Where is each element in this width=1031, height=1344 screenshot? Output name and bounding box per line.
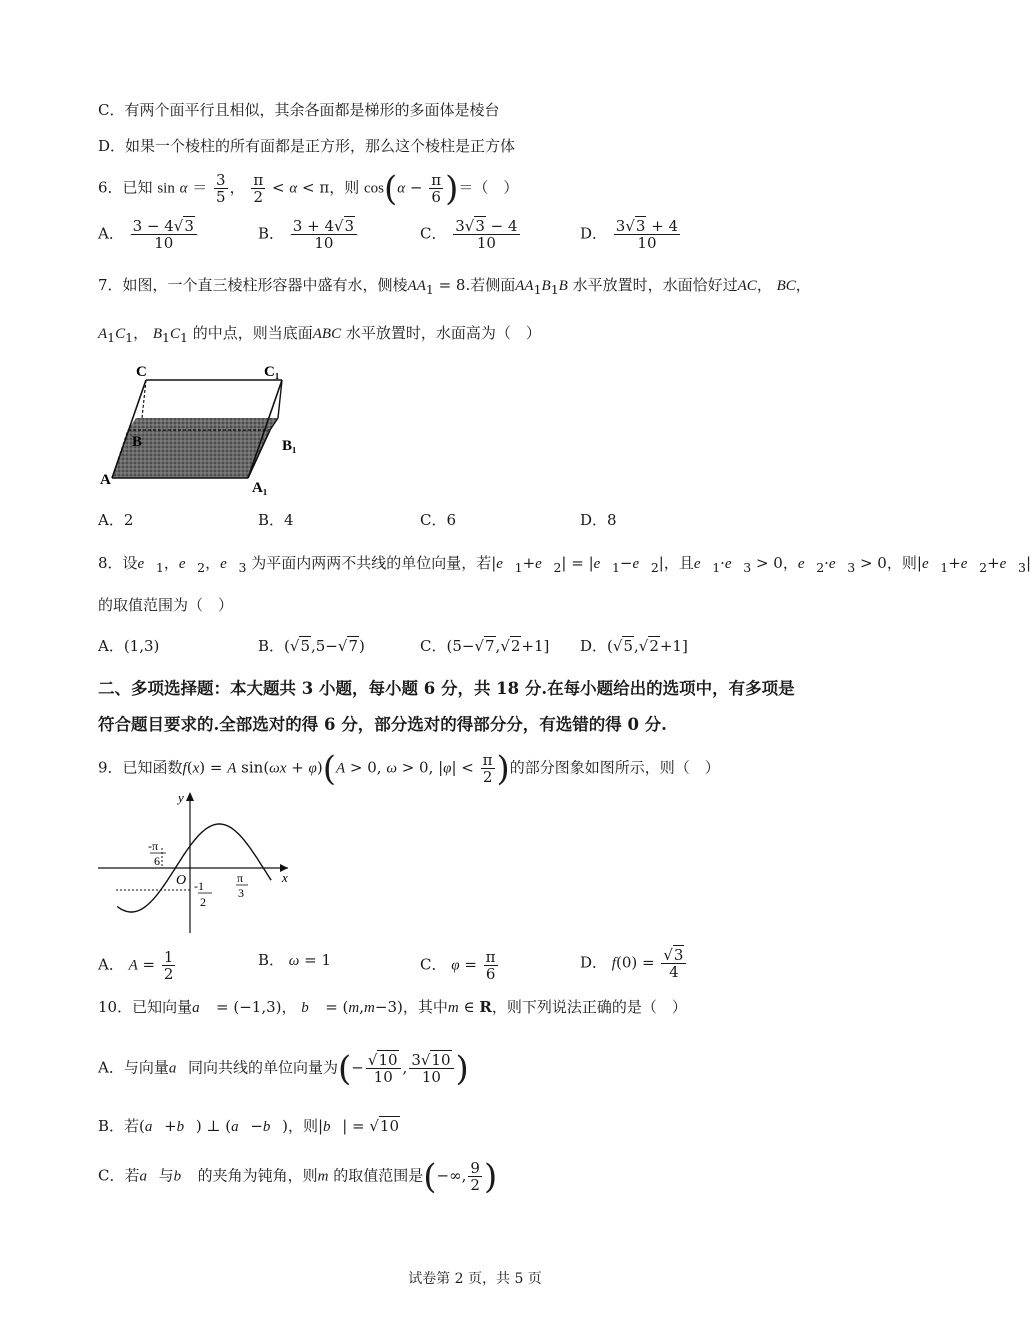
q9-option-a: A． A = $\frac{1}{2}$ [98,948,174,983]
q6-option-c: C． $\frac{3√3 - 4}{10}$ [420,217,518,252]
y-axis-label: y [178,790,184,805]
label-b1: B₁ [282,438,297,454]
q10-option-c: C．若a⃗与b⃗ 的夹角为钝角，则m 的取值范围是(−∞, $\frac{9}{2}$ ) [98,1156,498,1197]
q8-option-a: A．(1,3) [98,637,160,655]
q9-option-c: C． φ = $\frac{\pi}{6}$ [420,948,496,983]
q10-option-a: A．与向量a⃗同向共线的单位向量为(− $\frac{√10}{10}$ , $\frac{3√10}{10}$ ) [98,1048,469,1089]
section-2-heading-line2: 符合题目要求的.全部选对的得 6 分，部分选对的得部分分，有选错的得 0 分. [98,715,667,734]
question-9: 9．已知函数f(x) = A sin(ωx + φ)(A > 0, ω > 0, |φ| < $\frac{\pi}{2}$ )的部分图象如图所示，则（ ） [98,748,720,789]
q8-option-c: C．(5−√7,√2+1] [420,637,550,655]
q8-option-b: B．(√5,5−√7) [258,637,365,655]
label-a: A [100,472,111,488]
question-8-line1: 8．设$e⃗_1$，$e⃗_2$，$e⃗_3$ 为平面内两两不共线的单位向量，若$|e⃗_1+e⃗_2|$ = $|e⃗_1-e⃗_2|$，且$e⃗_1\cdot e⃗_3 > 0$，$e⃗_2\cdot e⃗_3 > 0$，则$|e⃗_1+e⃗_2+e⃗_3|$ [98,554,1031,575]
q9-option-b: B． ω = 1 [258,951,332,969]
label-c: C [136,364,147,380]
label-c1: C₁ [264,364,280,380]
page-footer: 试卷第 2 页，共 5 页 [408,1271,542,1287]
q7-option-b: B．4 [258,511,294,529]
label-b: B [132,434,143,450]
tick-neg-pi: -π [148,839,159,853]
q6-option-a: A． $\frac{3 - 4√3}{10}$ [98,218,199,251]
q9-option-d: D． f(0) = $\frac{√3}{4}$ [580,947,688,980]
question-10: 10．已知向量a⃗ = (−1,3)， b⃗ = (m,m−3)，其中m ∈ R，则下列说法正确的是（ ） [98,998,687,1016]
question-8-line2: 的取值范围为（ ） [98,596,234,614]
q6-option-d: D． $\frac{3√3 + 4}{10}$ [580,217,679,252]
q8-option-d: D．(√5,√2+1] [580,637,688,655]
section-2-heading-line1: 二、多项选择题：本大题共 3 小题，每小题 6 分，共 18 分.在每小题给出的选项中，有多项是 [98,679,795,698]
question-7-line2: $A_1C_1$， $B_1C_1$ 的中点，则当底面ABC 水平放置时，水面高为（ ） [98,324,541,345]
tick-pi: π [237,871,244,885]
q10-option-b: B．若(a⃗+b⃗) ⊥ (a⃗−b⃗)，则|b⃗| = √10 [98,1117,400,1135]
q6-option-b: B． $\frac{3 + 4√3}{10}$ [258,218,359,251]
question-7-line1: 7．如图，一个直三棱柱形容器中盛有水，侧棱$AA_1 = 8$.若侧面$AA_1B_1B$ 水平放置时，水面恰好过AC， BC， [98,276,811,297]
prism-figure [98,358,308,498]
origin-label: O [176,873,187,888]
tick-three: 3 [238,886,244,900]
label-a1: A₁ [252,480,268,496]
sine-graph [96,788,296,938]
x-axis-label: x [282,870,288,885]
option-c-prev: C．有两个面平行且相似，其余各面都是梯形的多面体是棱台 [98,101,500,119]
q7-option-a: A．2 [98,511,134,529]
question-6: 6．已知 sin α ＝ $\frac{3}{5}$ ， $\frac{\pi}{2}$ < α < π，则 cos(α − $\frac{\pi}{6}$ )＝（ ） [98,168,519,209]
tick-neg-one: -1 [194,879,204,893]
q7-option-d: D．8 [580,511,617,529]
q7-option-c: C．6 [420,511,457,529]
tick-six: 6 [154,854,160,868]
option-d-prev: D．如果一个棱柱的所有面都是正方形，那么这个棱柱是正方体 [98,137,516,155]
tick-two: 2 [200,895,206,909]
